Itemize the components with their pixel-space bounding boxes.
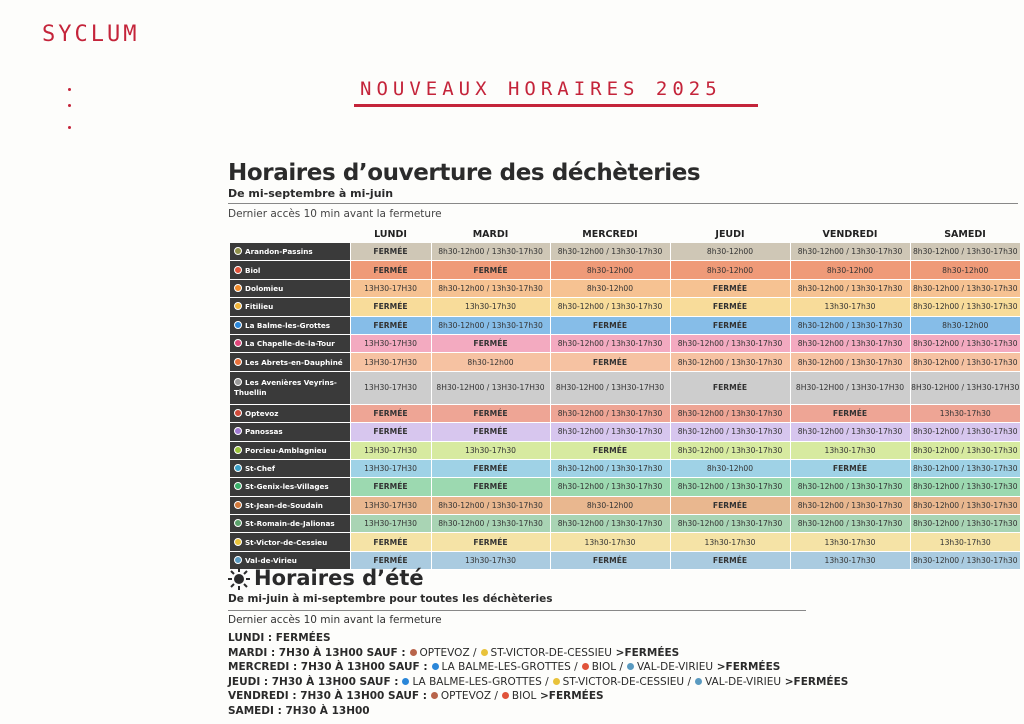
summer-note: Dernier accès 10 min avant la fermeture (228, 614, 442, 626)
hours-cell: FERMÉE (431, 423, 550, 441)
hours-cell: 8h30-12h00 / 13h30-17h30 (790, 316, 910, 334)
site-color-dot (582, 663, 589, 670)
site-color-dot (402, 678, 409, 685)
handwritten-headline: NOUVEAUX HORAIRES 2025 (360, 78, 722, 100)
closed-label: >FERMÉES (716, 661, 781, 673)
site-color-dot (502, 692, 509, 699)
exception-site: ST-VICTOR-DE-CESSIEU (562, 675, 685, 688)
site-name: St-Chef (245, 464, 275, 474)
day-header: LUNDI (374, 229, 407, 240)
hours-cell: FERMÉE (431, 334, 550, 352)
site-name-cell (230, 404, 350, 422)
hours-cell: 8h30-12h00 / 13h30-17h30 (910, 423, 1020, 441)
hours-cell: 8h30-12h00 (550, 279, 670, 297)
hours-cell: 8h30-12h00 / 13h30-17h30 (790, 279, 910, 297)
hours-cell: FERMÉE (790, 404, 910, 422)
site-color-dot (695, 678, 702, 685)
closed-label: >FERMÉES (540, 690, 604, 702)
hours-cell: 13H30-17H30 (350, 334, 431, 352)
hours-cell: FERMÉE (670, 551, 790, 569)
hours-cell: FERMÉE (670, 279, 790, 297)
site-name-cell (230, 496, 350, 514)
site-color-dot (410, 649, 417, 656)
summer-line (228, 647, 679, 659)
winter-title: Horaires d’ouverture des déchèteries (228, 160, 701, 186)
hours-cell: FERMÉE (431, 404, 550, 422)
hours-cell: 8h30-12h00 / 13h30-17h30 (910, 353, 1020, 371)
site-name-cell (230, 515, 350, 533)
hours-cell: FERMÉE (550, 551, 670, 569)
site-name-cell (230, 298, 350, 316)
site-color-dot (234, 321, 242, 329)
table-body (230, 243, 1020, 570)
site-color-dot (234, 339, 242, 347)
separator: / (616, 661, 624, 673)
site-color-dot (234, 519, 242, 527)
site-name-cell (230, 334, 350, 352)
summer-line (228, 690, 604, 702)
hours-cell: 8H30-12H00 / 13H30-17H30 (910, 371, 1020, 404)
day-header: SAMEDI (944, 229, 986, 240)
winter-note: Dernier accès 10 min avant la fermeture (228, 208, 442, 220)
site-color-dot (481, 649, 488, 656)
site-color-dot (234, 464, 242, 472)
table-row (230, 478, 1020, 496)
site-color-dot (234, 378, 242, 386)
day-rule: MERCREDI : 7H30 À 13H00 SAUF : (228, 661, 428, 673)
summer-line (228, 632, 331, 644)
day-header: MERCREDI (582, 229, 638, 240)
site-color-dot (234, 538, 242, 546)
site-name: St-Victor-de-Cessieu (245, 537, 328, 547)
site-color-dot (234, 482, 242, 490)
table-row (230, 243, 1020, 261)
hours-cell: FERMÉE (670, 298, 790, 316)
site-color-dot (234, 266, 242, 274)
separator: / (469, 646, 477, 659)
site-color-dot (234, 446, 242, 454)
hours-cell: FERMÉE (790, 459, 910, 477)
site-name: Les Abrets-en-Dauphiné (245, 357, 343, 367)
hours-cell: 8h30-12h00 (431, 353, 550, 371)
table-row (230, 371, 1020, 404)
site-name: Val-de-Virieu (245, 556, 297, 566)
hours-cell: 8h30-12h00 / 13h30-17h30 (670, 353, 790, 371)
site-color-dot (234, 409, 242, 417)
site-name: Arandon-Passins (245, 247, 313, 257)
hours-cell: 8h30-12h00 (910, 261, 1020, 279)
hours-cell: 8h30-12h00 / 13h30-17h30 (670, 423, 790, 441)
site-name-cell (230, 316, 350, 334)
separator: / (541, 675, 549, 688)
site-name: Les Avenières Veyrins-Thuellin (234, 377, 337, 397)
exception-site: LA BALME-LES-GROTTES (412, 675, 542, 688)
hours-cell: 8h30-12h00 / 13h30-17h30 (790, 243, 910, 261)
table-row (230, 533, 1020, 551)
hours-cell: 13h30-17h30 (431, 441, 550, 459)
hours-cell: 8h30-12h00 (670, 459, 790, 477)
table-row (230, 441, 1020, 459)
table-row (230, 316, 1020, 334)
hours-cell: 13h30-17h30 (790, 441, 910, 459)
hours-cell: 8h30-12h00 / 13h30-17h30 (790, 423, 910, 441)
hours-cell: 13h30-17h30 (431, 298, 550, 316)
hours-cell: 8h30-12h00 (670, 261, 790, 279)
hours-cell: 13h30-17h30 (431, 551, 550, 569)
summer-title: Horaires d’été (254, 566, 424, 590)
summer-line (228, 676, 848, 688)
hours-cell: FERMÉE (431, 533, 550, 551)
site-color-dot (432, 663, 439, 670)
hours-cell: 8h30-12h00 / 13h30-17h30 (431, 243, 550, 261)
hours-cell: FERMÉE (350, 404, 431, 422)
handwritten-syclum: SYCLUM (42, 22, 140, 47)
hours-cell: FERMÉE (431, 459, 550, 477)
site-color-dot (234, 302, 242, 310)
hours-cell: 8h30-12h00 / 13h30-17h30 (790, 334, 910, 352)
hours-cell: FERMÉE (350, 478, 431, 496)
hours-cell: 8h30-12h00 / 13h30-17h30 (910, 334, 1020, 352)
table-row (230, 459, 1020, 477)
hours-cell: 8h30-12h00 / 13h30-17h30 (910, 243, 1020, 261)
sun-icon (228, 568, 250, 590)
exception-site: BIOL (511, 690, 537, 702)
hours-cell: 8h30-12h00 / 13h30-17h30 (790, 496, 910, 514)
day-header: MARDI (472, 229, 509, 240)
site-name-cell (230, 459, 350, 477)
site-name: Dolomieu (245, 283, 284, 293)
site-name: La Chapelle-de-la-Tour (245, 339, 335, 349)
hours-cell: 13h30-17h30 (670, 533, 790, 551)
hours-cell: 8h30-12h00 / 13h30-17h30 (550, 334, 670, 352)
separator: / (684, 675, 692, 688)
exception-site: OPTEVOZ (419, 646, 470, 659)
hours-cell: 8h30-12h00 / 13h30-17h30 (790, 515, 910, 533)
summer-subtitle: De mi-juin à mi-septembre pour toutes les déchèteries (228, 593, 553, 605)
hours-cell: 8h30-12h00 / 13h30-17h30 (431, 279, 550, 297)
day-header: VENDREDI (822, 229, 878, 240)
site-color-dot (234, 358, 242, 366)
hours-cell: FERMÉE (550, 316, 670, 334)
hours-cell: FERMÉE (350, 298, 431, 316)
site-name: La Balme-les-Grottes (245, 320, 331, 330)
hours-cell: 8h30-12h00 / 13h30-17h30 (431, 515, 550, 533)
separator: / (491, 690, 498, 702)
site-name-cell (230, 371, 350, 404)
site-name-cell (230, 441, 350, 459)
site-color-dot (627, 663, 634, 670)
table-row (230, 515, 1020, 533)
site-color-dot (234, 247, 242, 255)
table-row (230, 423, 1020, 441)
hours-cell: 8h30-12h00 (790, 261, 910, 279)
hours-cell: FERMÉE (350, 243, 431, 261)
hours-cell: 13h30-17h30 (910, 404, 1020, 422)
site-name: Porcieu-Amblagnieu (245, 445, 327, 455)
hours-cell: FERMÉE (350, 316, 431, 334)
site-name-cell (230, 243, 350, 261)
site-name-cell (230, 261, 350, 279)
exception-site: BIOL (591, 661, 617, 673)
exception-site: LA BALME-LES-GROTTES (441, 661, 571, 673)
site-name: St-Jean-de-Soudain (245, 500, 323, 510)
table-row (230, 496, 1020, 514)
hours-cell: 8h30-12h00 (910, 316, 1020, 334)
exception-site: ST-VICTOR-DE-CESSIEU (490, 646, 612, 659)
hours-cell: FERMÉE (350, 423, 431, 441)
hours-cell: 8H30-12H00 / 13H30-17H30 (550, 371, 670, 404)
site-name-cell (230, 533, 350, 551)
day-rule: MARDI : 7H30 À 13H00 SAUF : (228, 646, 406, 659)
table-row (230, 279, 1020, 297)
site-name-cell (230, 279, 350, 297)
hours-cell: 8h30-12h00 / 13h30-17h30 (550, 478, 670, 496)
hours-cell: 8h30-12h00 / 13h30-17h30 (910, 459, 1020, 477)
hours-cell: 13H30-17H30 (350, 353, 431, 371)
exception-site: OPTEVOZ (440, 690, 492, 702)
hours-cell: FERMÉE (550, 353, 670, 371)
hours-cell: 8h30-12h00 / 13h30-17h30 (790, 478, 910, 496)
headline-underline (354, 104, 758, 107)
site-name-cell (230, 478, 350, 496)
site-name: St-Romain-de-Jalionas (245, 519, 335, 529)
hours-cell: 8h30-12h00 / 13h30-17h30 (550, 459, 670, 477)
site-name-cell (230, 423, 350, 441)
table-row (230, 404, 1020, 422)
hours-cell: 13H30-17H30 (350, 496, 431, 514)
hours-cell: FERMÉE (431, 261, 550, 279)
site-color-dot (234, 284, 242, 292)
site-color-dot (234, 556, 242, 564)
hours-cell: 8H30-12H00 / 13H30-17H30 (431, 371, 550, 404)
header-blank (230, 226, 350, 243)
hours-cell: 8h30-12h00 / 13h30-17h30 (670, 334, 790, 352)
table-header-row (230, 226, 1020, 243)
hours-cell: 8h30-12h00 / 13h30-17h30 (670, 441, 790, 459)
day-rule: SAMEDI : 7H30 À 13H00 (228, 704, 370, 717)
divider (228, 203, 1018, 204)
hours-cell: 8h30-12h00 / 13h30-17h30 (910, 496, 1020, 514)
hours-cell: 8h30-12h00 / 13h30-17h30 (910, 298, 1020, 316)
hours-cell: FERMÉE (350, 533, 431, 551)
exception-site: VAL-DE-VIRIEU (705, 675, 782, 688)
hours-cell: 8h30-12h00 / 13h30-17h30 (550, 298, 670, 316)
hours-cell: 8h30-12h00 (550, 261, 670, 279)
day-rule: VENDREDI : 7H30 À 13H00 SAUF : (228, 690, 427, 702)
ink-dot (68, 126, 71, 129)
hours-cell: 8h30-12h00 / 13h30-17h30 (431, 316, 550, 334)
site-name: Optevoz (245, 408, 279, 418)
hours-cell: 8h30-12h00 (550, 496, 670, 514)
hours-cell: FERMÉE (670, 371, 790, 404)
hours-cell: 13h30-17h30 (790, 533, 910, 551)
hours-cell: 8h30-12h00 / 13h30-17h30 (910, 441, 1020, 459)
hours-cell: 8H30-12H00 / 13H30-17H30 (790, 371, 910, 404)
schedule-table (230, 226, 1020, 570)
summer-line (228, 705, 370, 717)
hours-cell: 13h30-17h30 (790, 298, 910, 316)
hours-cell: FERMÉE (350, 261, 431, 279)
day-rule: LUNDI : FERMÉES (228, 632, 331, 644)
hours-cell: 13H30-17H30 (350, 459, 431, 477)
hours-cell: 13H30-17H30 (350, 441, 431, 459)
hours-cell: 8h30-12h00 / 13h30-17h30 (670, 404, 790, 422)
hours-cell: 13H30-17H30 (350, 371, 431, 404)
site-name-cell (230, 353, 350, 371)
table-row (230, 334, 1020, 352)
hours-cell: 8h30-12h00 / 13h30-17h30 (910, 551, 1020, 569)
hours-cell: 8h30-12h00 / 13h30-17h30 (790, 353, 910, 371)
hours-cell: FERMÉE (670, 316, 790, 334)
hours-cell: 8h30-12h00 / 13h30-17h30 (910, 279, 1020, 297)
site-name: Biol (245, 265, 261, 275)
table-row (230, 261, 1020, 279)
table-row (230, 298, 1020, 316)
hours-cell: 8h30-12h00 / 13h30-17h30 (910, 515, 1020, 533)
closed-label: >FERMÉES (784, 675, 849, 688)
hours-cell: 8h30-12h00 / 13h30-17h30 (431, 496, 550, 514)
hours-cell: 13H30-17H30 (350, 279, 431, 297)
site-color-dot (431, 692, 438, 699)
hours-cell: FERMÉE (550, 441, 670, 459)
hours-cell: FERMÉE (431, 478, 550, 496)
hours-cell: 8h30-12h00 / 13h30-17h30 (550, 404, 670, 422)
ink-dot (68, 104, 71, 107)
hours-cell: 13h30-17h30 (550, 533, 670, 551)
day-rule: JEUDI : 7H30 À 13H00 SAUF : (228, 675, 399, 688)
summer-line (228, 661, 780, 673)
site-color-dot (234, 427, 242, 435)
site-color-dot (234, 501, 242, 509)
hours-cell: FERMÉE (670, 496, 790, 514)
closed-label: >FERMÉES (615, 646, 680, 659)
divider (228, 610, 806, 611)
winter-subtitle: De mi-septembre à mi-juin (228, 187, 394, 200)
hours-cell: FERMÉE (350, 551, 431, 569)
site-name: Fitilieu (245, 302, 274, 312)
site-color-dot (553, 678, 560, 685)
hours-cell: 8h30-12h00 / 13h30-17h30 (550, 243, 670, 261)
hours-cell: 8h30-12h00 / 13h30-17h30 (550, 423, 670, 441)
separator: / (570, 661, 578, 673)
day-header: JEUDI (715, 229, 745, 240)
hours-cell: 8h30-12h00 / 13h30-17h30 (670, 478, 790, 496)
hours-cell: 8h30-12h00 / 13h30-17h30 (670, 515, 790, 533)
ink-dot (68, 88, 71, 91)
table-row (230, 353, 1020, 371)
hours-cell: 8h30-12h00 / 13h30-17h30 (910, 478, 1020, 496)
hours-cell: 8h30-12h00 (670, 243, 790, 261)
site-name: Panossas (245, 427, 283, 437)
site-name: St-Genix-les-Villages (245, 482, 329, 492)
hours-cell: 13h30-17h30 (790, 551, 910, 569)
hours-cell: 8h30-12h00 / 13h30-17h30 (550, 515, 670, 533)
exception-site: VAL-DE-VIRIEU (637, 661, 714, 673)
hours-cell: 13h30-17h30 (910, 533, 1020, 551)
hours-cell: 13H30-17H30 (350, 515, 431, 533)
